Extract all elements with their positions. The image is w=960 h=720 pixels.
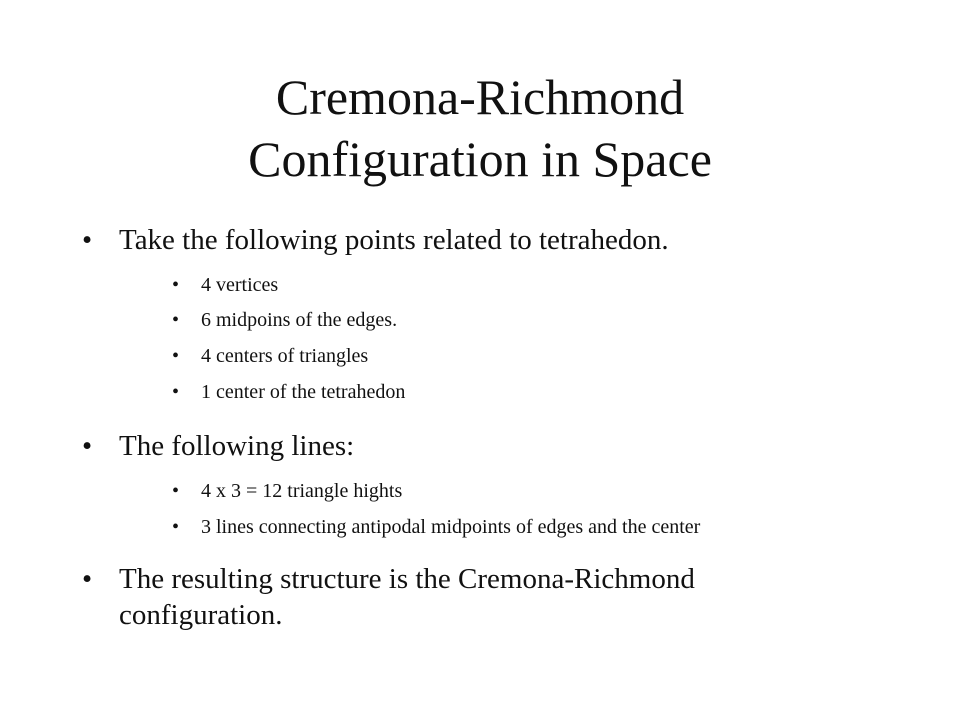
sub-bullet-dot: • — [172, 480, 180, 502]
sub-bullet-text: 1 center of the tetrahedon — [201, 381, 406, 403]
sub-bullet-dot: • — [172, 381, 180, 403]
bullet-dot: • — [82, 430, 93, 462]
sub-bullet-text: 6 midpoins of the edges. — [201, 309, 398, 331]
conclusion-text — [119, 561, 899, 633]
sub-bullet-dot: • — [172, 516, 180, 538]
conclusion-line-1: The resulting structure is the Cremona-Richmond — [119, 563, 695, 595]
sub-bullet-dot: • — [172, 274, 180, 296]
points-heading-text: Take the following points related to tetrahedon. — [119, 224, 669, 256]
sub-bullet-dot: • — [172, 309, 180, 331]
lines-heading-text: The following lines: — [119, 430, 355, 462]
bullet-dot: • — [82, 224, 93, 256]
sub-bullet-dot: • — [172, 345, 180, 367]
conclusion-line-2: configuration. — [119, 599, 283, 631]
sub-bullet-text: 4 vertices — [201, 274, 279, 296]
bullet-dot: • — [82, 563, 93, 595]
sub-bullet-text: 4 x 3 = 12 triangle hights — [201, 480, 403, 502]
sub-bullet-text: 3 lines connecting antipodal midpoints of edges and the center — [201, 516, 701, 538]
sub-bullet-text: 4 centers of triangles — [201, 345, 369, 367]
slide-title-line-2: Configuration in Space — [248, 131, 712, 187]
slide-title-line-1: Cremona-Richmond — [275, 69, 685, 125]
